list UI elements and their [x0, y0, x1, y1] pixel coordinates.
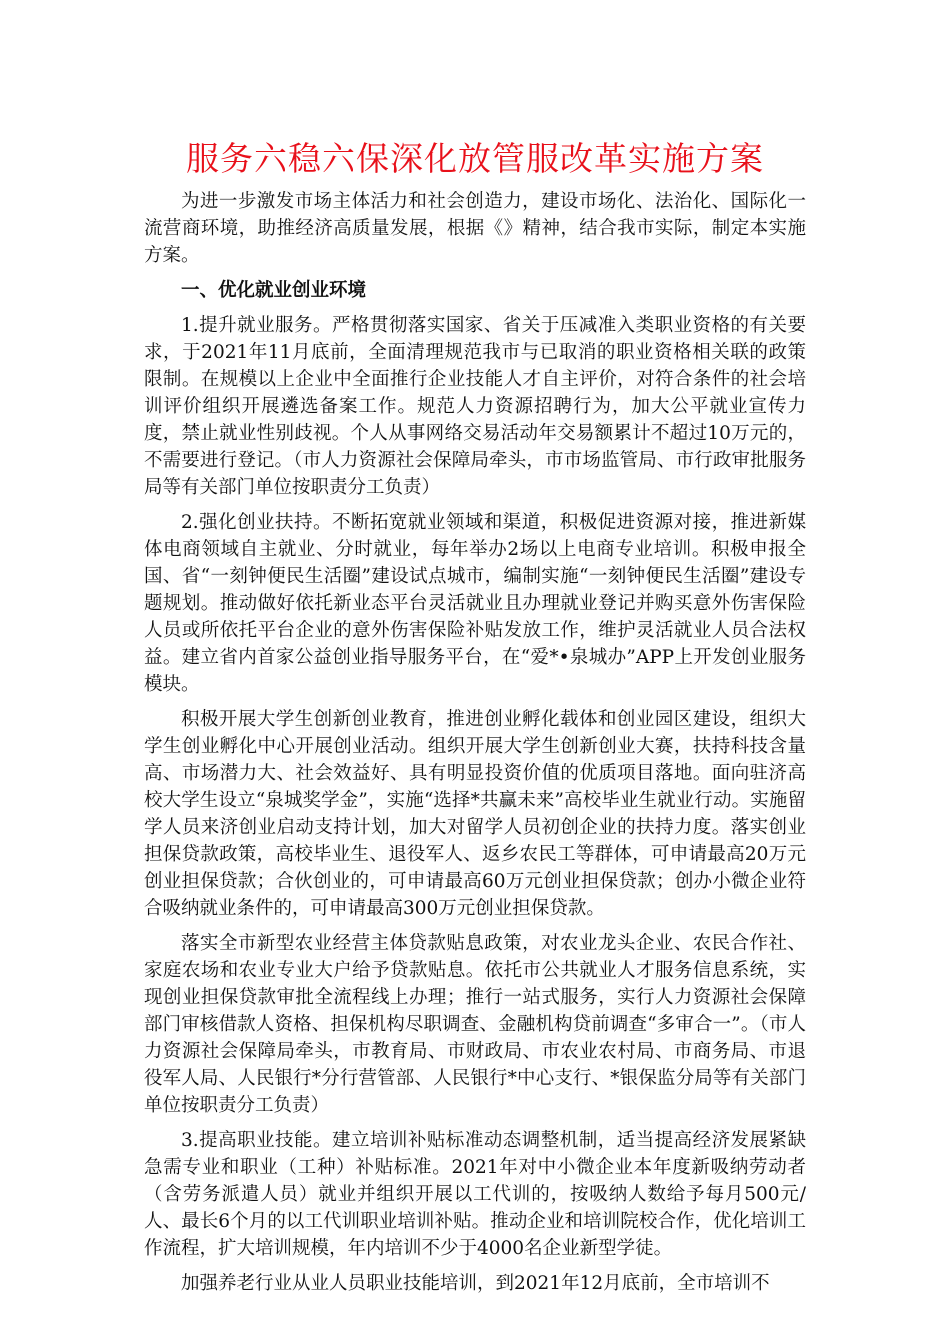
item-3-paragraph-2: 加强养老行业从业人员职业技能培训，到2021年12月底前，全市培训不 — [181, 1273, 770, 1294]
item-3-paragraph: 3.提高职业技能。建立培训补贴标准动态调整机制，适当提高经济发展紧缺急需专业和职业（工种）补贴标准。2021年对中小微企业本年度新吸纳劳动者（含劳务派遣人员）就业并组织开展以工代训的，按吸纳人数给予每月500元/人、最长6个月的以工代训职业培训补贴。推动企业和培训院校合作，优化培训工作流程，扩大培训规模，年内培训不少于4000名企业新型学徒。 — [144, 1130, 806, 1259]
item-2-paragraph: 2.强化创业扶持。不断拓宽就业领域和渠道，积极促进资源对接，推进新媒体电商领域自主就业、分时就业，每年举办2场以上电商专业培训。积极申报全国、省“一刻钟便民生活圈”建设试点城市，编制实施“一刻钟便民生活圈”建设专题规划。推动做好依托新业态平台灵活就业且办理就业登记并购买意外伤害保险人员或所依托平台企业的意外伤害保险补贴发放工作，维护灵活就业人员合法权益。建立省内首家公益创业指导服务平台，在“爱*•泉城办”APP上开发创业服务模块。 — [144, 512, 806, 695]
item-2-paragraph-2: 积极开展大学生创新创业教育，推进创业孵化载体和创业园区建设，组织大学生创业孵化中心开展创业活动。组织开展大学生创新创业大赛，扶持科技含量高、市场潜力大、社会效益好、具有明显投资价值的优质项目落地。面向驻济高校大学生设立“泉城奖学金”，实施“选择*共赢未来”高校毕业生就业行动。实施留学人员来济创业启动支持计划，加大对留学人员初创企业的扶持力度。落实创业担保贷款政策，高校毕业生、退役军人、返乡农民工等群体，可申请最高20万元创业担保贷款；合伙创业的，可申请最高60万元创业担保贷款；创办小微企业符合吸纳就业条件的，可申请最高300万元创业担保贷款。 — [144, 709, 806, 919]
document-title: 服务六稳六保深化放管服改革实施方案 — [186, 139, 764, 178]
intro-paragraph: 为进一步激发市场主体活力和社会创造力，建设市场化、法治化、国际化一流营商环境，助推经济高质量发展，根据《》精神，结合我市实际，制定本实施方案。 — [144, 191, 806, 266]
item-2-paragraph-3: 落实全市新型农业经营主体贷款贴息政策，对农业龙头企业、农民合作社、家庭农场和农业专业大户给予贷款贴息。依托市公共就业人才服务信息系统，实现创业担保贷款审批全流程线上办理；推行一站式服务，实行人力资源社会保障部门审核借款人资格、担保机构尽职调查、金融机构贷前调查“多审合一”。（市人力资源社会保障局牵头，市教育局、市财政局、市农业农村局、市商务局、市退役军人局、人民银行*分行营管部、人民银行*中心支行、*银保监分局等有关部门单位按职责分工负责） — [144, 933, 806, 1116]
document-body — [144, 188, 806, 1297]
item-1-paragraph: 1.提升就业服务。严格贯彻落实国家、省关于压减准入类职业资格的有关要求，于2021年11月底前，全面清理规范我市与已取消的职业资格相关联的政策限制。在规模以上企业中全面推行企业技能人才自主评价，对符合条件的社会培训评价组织开展遴选备案工作。规范人力资源招聘行为，加大公平就业宣传力度，禁止就业性别歧视。个人从事网络交易活动年交易额累计不超过10万元的，不需要进行登记。（市人力资源社会保障局牵头，市市场监管局、市行政审批服务局等有关部门单位按职责分工负责） — [144, 315, 806, 498]
section-heading: 一、优化就业创业环境 — [181, 280, 367, 301]
